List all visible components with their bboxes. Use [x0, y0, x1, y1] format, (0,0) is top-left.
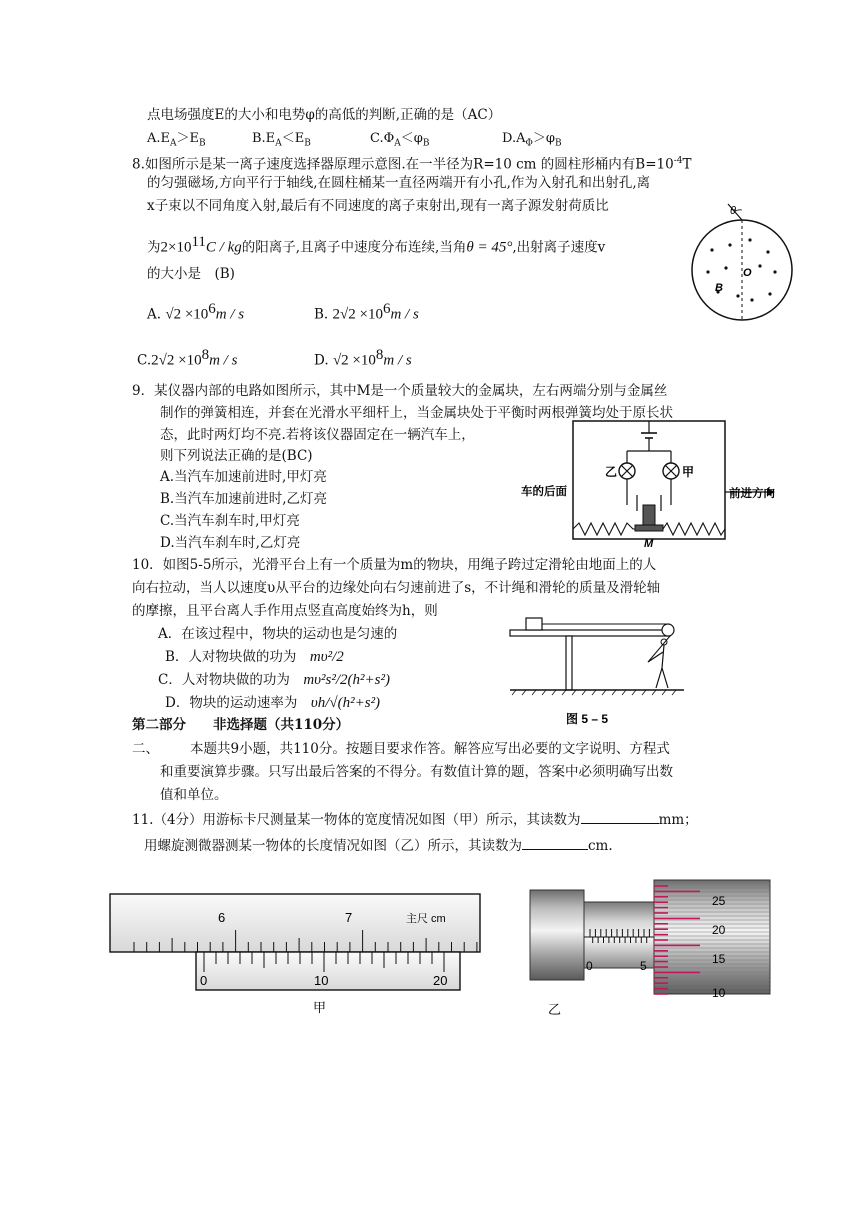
q10-option-d: D．物块的运动速率为 υh/√(h²+s²): [165, 695, 381, 711]
vernier-label-10: 10: [314, 973, 329, 988]
q9-option-a: A.当汽车加速前进时,甲灯亮: [160, 469, 327, 485]
q8-option-b: B. $2√2 \times 10^6m / s$: [314, 301, 419, 323]
q10-line-1: 10．如图5-5所示，光滑平台上有一个质量为m的物块，用绳子跨过定滑轮由地面上的人: [132, 557, 657, 573]
caliper-figure: [108, 892, 483, 1022]
thimble-label-20: 20: [712, 923, 726, 937]
forward-label: 前进方向: [729, 488, 775, 500]
part2-num: 二、: [132, 741, 159, 757]
q8-option-c: $C.2√2 \times 10^8m / s$: [137, 347, 238, 369]
sleeve-label-0: 0: [586, 959, 593, 973]
left-spring: [573, 523, 635, 535]
q9-option-d: D.当汽车刹车时,乙灯亮: [160, 535, 301, 551]
thimble-label-10: 10: [712, 986, 726, 1000]
q10-figure: [506, 612, 686, 727]
q11-line-2: 用螺旋测微器测某一物体的长度情况如图（乙）所示，其读数为 cm.: [144, 835, 613, 855]
pulley-icon: [662, 624, 674, 636]
theta-label: θ: [730, 205, 736, 217]
q7-line: 点电场强度E的大小和电势φ的高低的判断,正确的是（AC）: [147, 107, 502, 123]
person-icon: [648, 639, 668, 688]
part2-line-2: 和重要演算步骤。只写出最后答案的不得分。有数值计算的题，答案中必须明确写出数: [160, 764, 673, 780]
anvil-frame: [530, 890, 584, 980]
block-label-m: M: [644, 538, 654, 550]
q8-figure: [690, 200, 800, 330]
q10-option-a: A．在该过程中，物块的运动也是匀速的: [158, 626, 398, 642]
q9-line-1: 9．某仪器内部的电路如图所示，其中M是一个质量较大的金属块，左右两端分别与金属丝: [132, 383, 668, 399]
q7-option-c: $C.\Phi_A<\varphi_B$: [370, 131, 430, 149]
center-label-o: O: [743, 267, 752, 279]
platform-leg: [566, 636, 572, 690]
figure-caption: 图 5 – 5: [566, 712, 609, 726]
thimble-label-15: 15: [712, 952, 726, 966]
micrometer-caption: 乙: [548, 1002, 562, 1017]
q8-line-4: 为$2\times 10^{11}C$ / kg的阳离子,且离子中速度分布连续,当角θ = 45°,出射离子速度v: [147, 234, 606, 256]
platform: [510, 630, 670, 636]
q7-option-a: $A.E_A>E_B$: [147, 131, 206, 149]
micrometer-figure: [528, 876, 773, 1021]
q8-line-1: 8.如图所示是某一离子速度选择器原理示意图.在一半径为R=10 cm 的圆柱形桶内有$B=10^{-4}T$: [132, 156, 692, 173]
main-unit-label: 主尺 cm: [406, 913, 446, 925]
answer-blank-mm[interactable]: [581, 809, 659, 824]
block: [526, 618, 542, 630]
q11-line-1: 11.（4分）用游标卡尺测量某一物体的宽度情况如图（甲）所示，其读数为 mm；: [132, 809, 698, 829]
main-label-6: 6: [218, 910, 226, 925]
lamp-jia-label: 甲: [682, 465, 695, 479]
q10-option-c: C．人对物块做的功为 mυ²s²/2(h²+s²): [158, 672, 391, 688]
q8-option-a: A. $√2 \times 10^6m / s$: [147, 301, 245, 323]
vernier-label-20: 20: [433, 973, 448, 988]
part2-line-3: 值和单位。: [160, 787, 228, 803]
q7-option-b: $B.E_A<E_B$: [252, 131, 311, 149]
q9-option-c: C.当汽车刹车时,甲灯亮: [160, 513, 300, 529]
q9-line-4: 则下列说法正确的是(BC): [160, 448, 313, 464]
q9-line-3: 态，此时两灯均不亮.若将该仪器固定在一辆汽车上，: [160, 427, 475, 443]
q9-figure: [515, 415, 785, 555]
q10-line-3: 的摩擦，且平台离人手作用点竖直高度始终为h，则: [132, 603, 438, 619]
q7-option-d: $D.A_\Phi>\varphi_B$: [502, 131, 562, 149]
sleeve-label-5: 5: [640, 959, 647, 973]
vernier-label-0: 0: [200, 973, 208, 988]
part2-heading: 第二部分 非选择题（共110分）: [132, 717, 350, 733]
q10-line-2: 向右拉动，当人以速度υ从平台的边缘处向右匀速前进了s，不计绳和滑轮的质量及滑轮轴: [132, 580, 661, 596]
q9-option-b: B.当汽车加速前进时,乙灯亮: [160, 491, 328, 507]
q9-line-2: 制作的弹簧相连，并套在光滑水平细杆上，当金属块处于平衡时两根弹簧均处于原长状: [160, 405, 673, 421]
lamp-yi-icon: [619, 463, 635, 479]
q8-line-5: 的大小是 (B): [147, 266, 235, 282]
rear-label: 车的后面: [521, 486, 567, 498]
q8-line-2: 的匀强磁场,方向平行于轴线,在圆柱桶某一直径两端开有小孔,作为入射孔和出射孔,离: [147, 175, 651, 191]
q8-line-3: x子束以不同角度入射,最后有不同速度的离子束射出,现有一离子源发射荷质比: [147, 198, 609, 214]
thimble-label-25: 25: [712, 894, 726, 908]
lamp-yi-label: 乙: [605, 465, 618, 479]
lamp-jia-icon: [663, 463, 679, 479]
caliper-caption: 甲: [313, 1000, 327, 1015]
part2-line-1: 本题共9小题，共110分。按题目要求作答。解答应写出必要的文字说明、方程式: [190, 741, 670, 757]
main-label-7: 7: [345, 910, 353, 925]
right-spring: [663, 523, 725, 535]
metal-block: [643, 505, 655, 527]
q10-option-b: B．人对物块做的功为 mυ²/2: [165, 649, 344, 665]
q8-option-d: D. $√2 \times 10^8m / s$: [314, 347, 412, 369]
field-label-b: B: [715, 282, 723, 294]
answer-blank-cm[interactable]: [522, 835, 588, 850]
